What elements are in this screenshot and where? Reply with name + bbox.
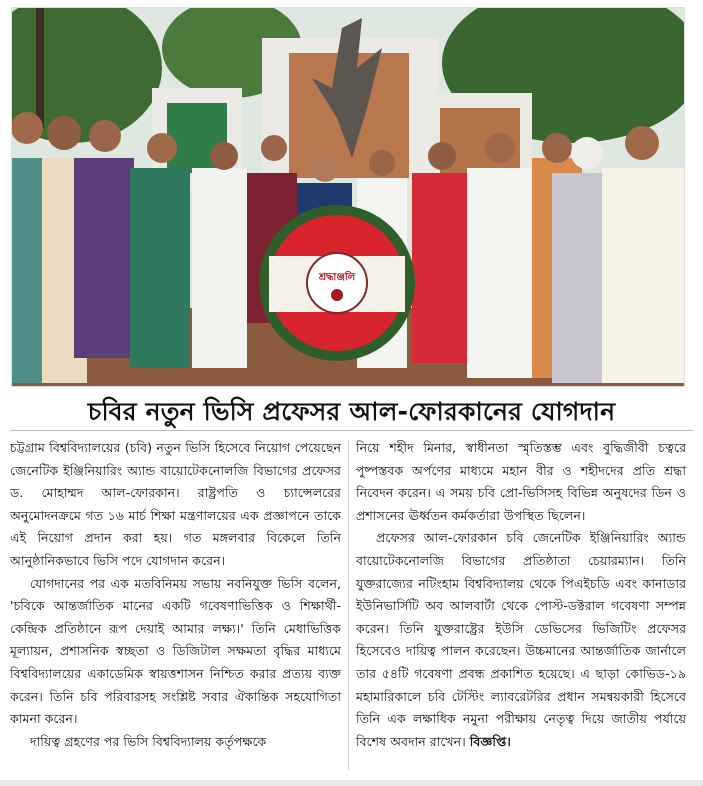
left-paragraph-3: দায়িত্ব গ্রহণের পর ভিসি বিশ্ববিদ্যালয় কর্তৃপক্ষকে — [30, 733, 267, 749]
left-paragraph-2: যোগদানের পর এক মতবিনিময় সভায় নবনিযুক্ত ভিসি বলেন, 'চবিকে আন্তর্জাতিক মানের একটি গবেষণাভিত্তিক ও শিক্ষার্থী-কেন্দ্রিক প্রতিষ্ঠানে রূপ দেয়াই আমার লক্ষ্য।' তিনি মেধাভিত্তিক মূল্যায়ন, প্রশাসনিক স্বচ্ছতা ও ডিজিটাল সক্ষমতা বৃদ্ধির মাধ্যমে বিশ্ববিদ্যালয়ের একাডেমিক স্বায়ত্তশাসন নিশ্চিত করার প্রত্যয় ব্যক্ত করেন। তিনি চবি পরিবারসহ সংশ্লিষ্ট সবার ঐকান্তিক সহযোগিতা কামনা করেন। — [10, 575, 341, 727]
article-column-right — [356, 437, 686, 753]
wreath-ceremony-photo — [12, 8, 684, 386]
right-paragraph-2-text: প্রফেসর আল-ফোরকান চবি জেনেটিক ইঞ্জিনিয়ারিং অ্যান্ড বায়োটেকনোলজি বিভাগের প্রতিষ্ঠাতা চেয়ারম্যান। তিনি যুক্তরাজ্যের নটিংহাম বিশ্ববিদ্যালয় থেকে পিএইচডি এবং কানাডার ইউনিভার্সিটি অব আলবার্টা থেকে পোস্ট-ডক্টরাল গবেষণা সম্পন্ন করেন। তিনি যুক্তরাষ্ট্রের ইউসি ডেভিসের ভিজিটিং প্রফেসর হিসেবেও দায়িত্ব পালন করেছেন। উচ্চমানের আন্তর্জাতিক জার্নালে তার ৫৪টি গবেষণা প্রবন্ধ প্রকাশিত হয়েছে। এ ছাড়া কোভিড-১৯ মহামারিকালে চবি টেস্টিং ল্যাবরেটরির প্রধান সমন্বয়কারী হিসেবে তিনি এক লক্ষাধিক নমুনা পরীক্ষায় নেতৃত্ব দিয়ে জাতীয় পর্যায়ে বিশেষ অবদান রাখেন। — [356, 530, 686, 749]
right-paragraph-2 — [356, 527, 686, 753]
news-photo — [11, 7, 685, 387]
flower-wreath — [259, 205, 415, 361]
right-paragraph-1: নিয়ে শহীদ মিনার, স্বাধীনতা স্মৃতিস্তম্ভ এবং বুদ্ধিজীবী চত্বরে পুষ্পস্তবক অর্পণের মাধ্যমে মহান বীর ও শহীদদের প্রতি শ্রদ্ধা নিবেদন করেন। এ সময় চবি প্রো-ভিসিসহ বিভিন্ন অনুষদের ডিন ও প্রশাসনের ঊর্ধ্বতন কর্মকর্তারা উপস্থিত ছিলেন। — [356, 440, 686, 523]
article-headline: চবির নতুন ভিসি প্রফেসর আল-ফোরকানের যোগদান — [87, 397, 616, 426]
tree-trunk — [36, 8, 44, 128]
wreath-label: শ্রদ্ধাঞ্জলি — [318, 272, 356, 283]
page-bottom-strip — [0, 780, 703, 786]
headline-rule — [10, 430, 693, 431]
left-paragraph-1: চট্টগ্রাম বিশ্ববিদ্যালয়ের (চবি) নতুন ভিসি হিসেবে নিয়োগ পেয়েছেন জেনেটিক ইঞ্জিনিয়ারিং অ্যান্ড বায়োটেকনোলজি বিভাগের প্রফেসর ড. মোহাম্মদ আল-ফোরকান। রাষ্ট্রপতি ও চ্যান্সেলরের অনুমোদনক্রমে গত ১৬ মার্চ শিক্ষা মন্ত্রণালয়ের এক প্রজ্ঞাপনে তাকে এই নিয়োগ প্রদান করা হয়। গত মঙ্গলবার বিকেলে তিনি আনুষ্ঠানিকভাবে ভিসি পদে যোগদান করেন। — [10, 440, 341, 568]
article-column-left — [10, 437, 341, 753]
column-divider — [348, 440, 349, 770]
article-signature: বিজ্ঞপ্তি। — [469, 733, 511, 749]
